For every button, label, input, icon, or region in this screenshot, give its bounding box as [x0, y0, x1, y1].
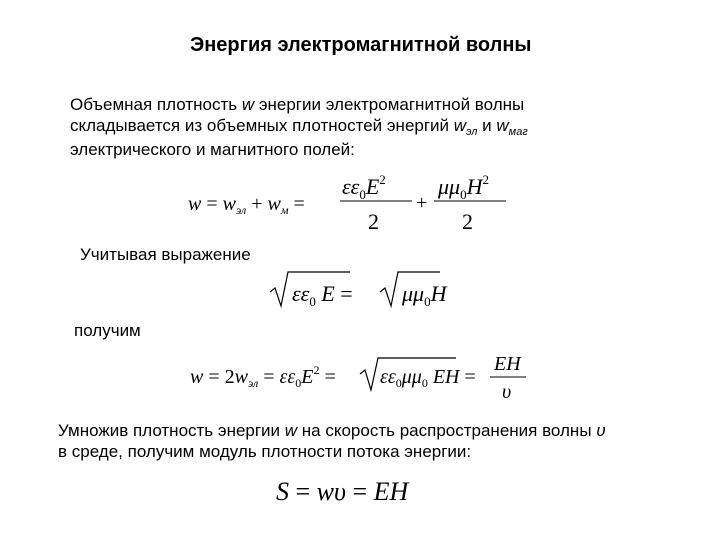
subscript: эл — [466, 126, 478, 138]
text: складывается из объемных плотностей энергий — [70, 116, 454, 135]
equation-poynting — [272, 470, 442, 510]
svg-text:EH: EH — [494, 353, 521, 375]
paragraph-line — [70, 94, 528, 115]
svg-text:υ: υ — [502, 381, 512, 403]
equation-density-result — [186, 350, 546, 406]
equation-total-density — [180, 168, 520, 238]
paragraph-line: в среде, получим модуль плотности потока энергии: — [58, 442, 472, 461]
svg-text:εε0 E =: $\varepsilon\varepsilon_0$ E = — [292, 281, 353, 309]
text: Умножив плотность энергии — [58, 421, 285, 440]
variable-w: w — [241, 95, 255, 114]
text: энергии электромагнитной волны — [254, 95, 525, 114]
variable-w: w — [453, 116, 467, 135]
text: и — [477, 116, 497, 135]
svg-text:μμ0H2: $\mu\mu_0H^2$ — [438, 172, 489, 202]
svg-text:εε0μμ0 EH =: $\varepsilon\varepsilon_0\mu\mu_0$ EH = — [380, 366, 476, 390]
paragraph-energy-flux — [58, 420, 606, 462]
paragraph-line: электрического и магнитного полей: — [70, 140, 355, 159]
svg-text:εε0E2: $\varepsilon\varepsilon_0E^2$ — [342, 172, 386, 202]
paragraph-energy-density — [70, 94, 528, 160]
variable-w: w — [284, 421, 298, 440]
svg-text:w = 2wэл = εε0E2 =: $w = 2w_{эл} = \varepsilon\varepsilon_0E^2$ = — [190, 363, 336, 390]
page-title: Энергия электромагнитной волны — [190, 34, 532, 56]
variable-w: w — [496, 116, 509, 135]
svg-text:S = wυ = EH: S = wυ = EH — [276, 477, 409, 506]
text: Объемная плотность — [70, 95, 242, 114]
subscript: маг — [508, 126, 528, 138]
text: на скорость распространения волны — [297, 421, 597, 440]
svg-text:+: + — [416, 192, 428, 214]
variable-upsilon: υ — [596, 421, 606, 440]
svg-text:2: 2 — [368, 209, 379, 234]
paragraph-line — [58, 420, 606, 441]
svg-text:w = wэл + wм =: $w = w_{эл} + w_м$ = — [188, 193, 305, 217]
paragraph-considering: Учитывая выражение — [80, 245, 251, 264]
paragraph-line — [70, 115, 528, 139]
svg-text:2: 2 — [462, 209, 473, 234]
svg-text:μμ0H: $\mu\mu_0H$ — [402, 281, 447, 309]
equation-field-relation — [268, 268, 458, 316]
paragraph-we-get: получим — [74, 321, 141, 340]
